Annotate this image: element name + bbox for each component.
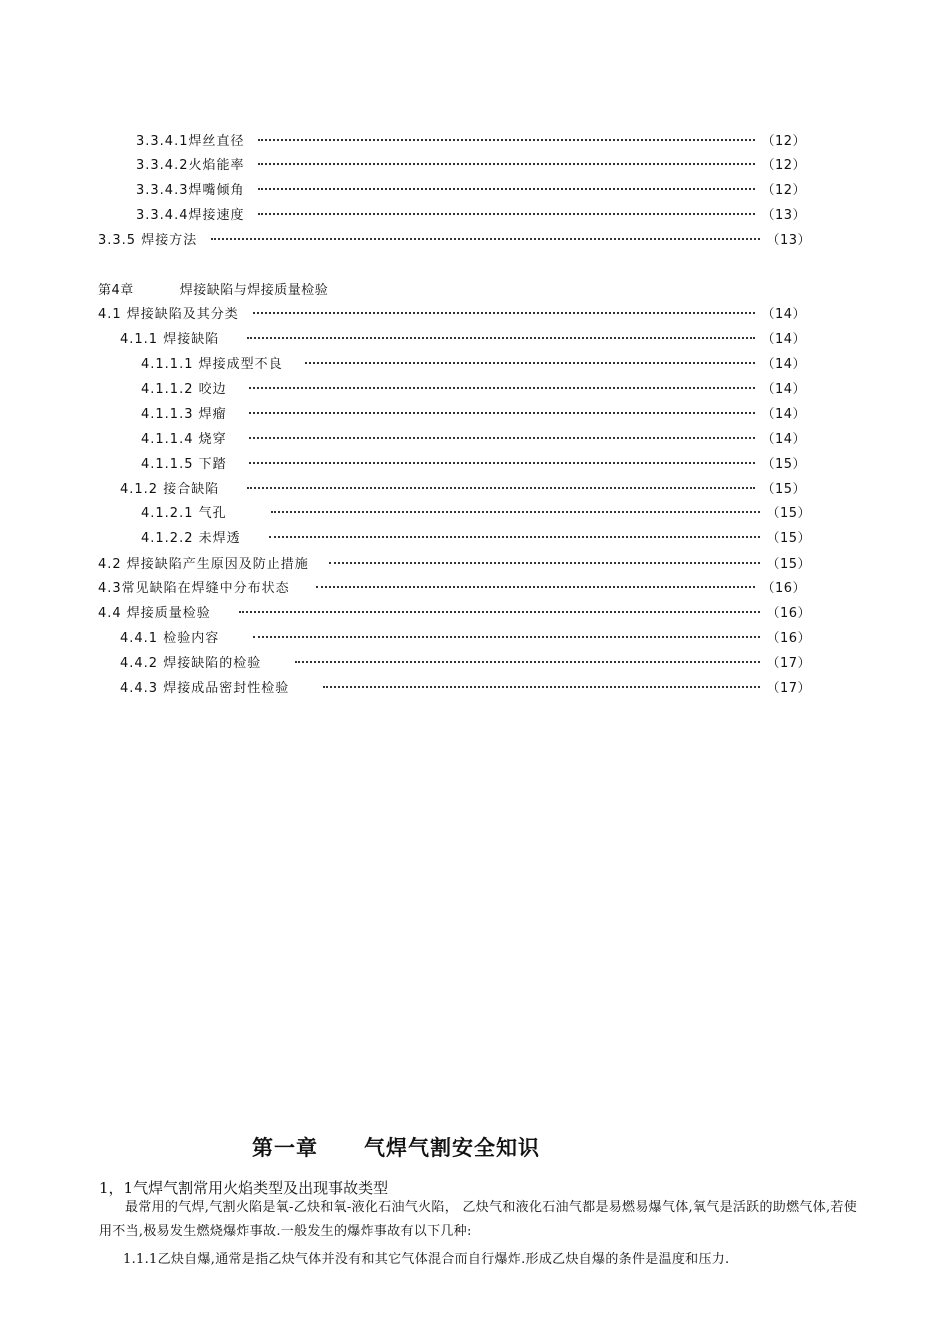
toc-row: [120, 477, 806, 497]
toc-leader: [323, 686, 760, 688]
toc-row: [98, 601, 811, 621]
toc-label: 4.3常见缺陷在焊缝中分布状态: [98, 580, 290, 596]
toc-leader: [295, 661, 760, 663]
toc-page: （14）: [761, 331, 806, 347]
toc-row: [120, 327, 806, 347]
toc-leader: [316, 586, 756, 588]
toc-label: 3.3.4.3焊嘴倾角: [136, 182, 245, 198]
subsection-text: 1.1.1乙炔自爆,通常是指乙炔气体并没有和其它气体混合而自行爆炸.形成乙炔自爆的条件是温度和压力.: [123, 1252, 730, 1267]
toc-label: 3.3.5 焊接方法: [98, 232, 198, 248]
toc-page: （12）: [761, 182, 806, 198]
toc-label: 3.3.4.2火焰能率: [136, 157, 245, 173]
toc-page: （17）: [766, 680, 811, 696]
toc-chapter-heading: [98, 279, 328, 298]
toc-page: （15）: [766, 505, 811, 521]
toc-row: [98, 228, 811, 248]
toc-leader: [258, 139, 755, 141]
toc-row: [141, 501, 811, 521]
toc-leader: [249, 387, 756, 389]
toc-leader: [249, 437, 756, 439]
chapter-title: [252, 1132, 540, 1162]
toc-page: （14）: [761, 381, 806, 397]
toc-label: 4.2 焊接缺陷产生原因及防止措施: [98, 556, 309, 572]
toc-leader: [247, 337, 755, 339]
toc-leader: [247, 487, 755, 489]
toc-row: [98, 576, 806, 596]
toc-page: （17）: [766, 655, 811, 671]
toc-page: （12）: [761, 157, 806, 173]
toc-label: 4.1.2.1 气孔: [141, 505, 227, 521]
toc-leader: [253, 312, 756, 314]
toc-label: 4.1.1.1 焊接成型不良: [141, 356, 283, 372]
toc-page: （15）: [761, 456, 806, 472]
toc-row: [120, 676, 811, 696]
toc-label: 3.3.4.4焊接速度: [136, 207, 245, 223]
toc-chapter-number: 第4章: [98, 283, 134, 298]
toc-page: （13）: [761, 207, 806, 223]
toc-row: [136, 153, 806, 173]
toc-leader: [269, 536, 761, 538]
toc-page: （16）: [766, 630, 811, 646]
toc-row: [141, 402, 806, 422]
toc-label: 4.4.2 焊接缺陷的检验: [120, 655, 262, 671]
toc-page: （16）: [766, 605, 811, 621]
toc-row: [136, 129, 806, 149]
chapter-name: 气焊气割安全知识: [364, 1136, 540, 1160]
toc-row: [141, 526, 811, 546]
toc-label: 4.1.1 焊接缺陷: [120, 331, 220, 347]
toc-label: 4.1.1.5 下踏: [141, 456, 227, 472]
chapter-number: 第一章: [252, 1136, 318, 1160]
toc-row: [141, 452, 806, 472]
toc-chapter-title: 焊接缺陷与焊接质量检验: [179, 283, 329, 298]
toc-leader: [305, 362, 756, 364]
toc-leader: [249, 462, 756, 464]
toc-page: （15）: [766, 530, 811, 546]
toc-page: （12）: [761, 133, 806, 149]
toc-label: 4.1.2 接合缺陷: [120, 481, 220, 497]
toc-label: 4.1 焊接缺陷及其分类: [98, 306, 239, 322]
toc-leader: [249, 412, 756, 414]
toc-leader: [329, 562, 761, 564]
toc-page: （14）: [761, 406, 806, 422]
toc-row: [141, 352, 806, 372]
toc-row: [136, 178, 806, 198]
toc-row: [98, 552, 811, 572]
toc-label: 4.1.2.2 未焊透: [141, 530, 241, 546]
toc-leader: [253, 636, 760, 638]
toc-leader: [211, 238, 760, 240]
toc-leader: [258, 188, 755, 190]
toc-row: [141, 427, 806, 447]
toc-row: [120, 626, 811, 646]
toc-leader: [271, 511, 761, 513]
section-title: 1，1气焊气割常用火焰类型及出现事故类型: [99, 1179, 389, 1197]
toc-page: （13）: [766, 232, 811, 248]
toc-row: [98, 302, 806, 322]
toc-page: （15）: [761, 481, 806, 497]
toc-page: （14）: [761, 306, 806, 322]
toc-leader: [258, 213, 755, 215]
toc-row: [120, 651, 811, 671]
toc-leader: [239, 611, 761, 613]
body-paragraph: 最常用的气焊,气割火陷是氧-乙炔和氧-液化石油气火陷， 乙炔气和液化石油气都是易燃易爆气体,氧气是活跃的助燃气体,若使用不当,极易发生燃烧爆炸事故.一般发生的爆炸事故有以下几种:: [99, 1200, 858, 1239]
toc-label: 4.1.1.3 焊瘤: [141, 406, 227, 422]
toc-label: 4.4.3 焊接成品密封性检验: [120, 680, 290, 696]
toc-row: [136, 203, 806, 223]
toc-page: （15）: [766, 556, 811, 572]
toc-label: 4.4.1 检验内容: [120, 630, 220, 646]
toc-label: 4.1.1.2 咬边: [141, 381, 227, 397]
toc-row: [141, 377, 806, 397]
toc-label: 4.1.1.4 烧穿: [141, 431, 227, 447]
toc-label: 3.3.4.1焊丝直径: [136, 133, 245, 149]
toc-page: （14）: [761, 356, 806, 372]
toc-leader: [258, 163, 755, 165]
toc-page: （14）: [761, 431, 806, 447]
toc-page: （16）: [761, 580, 806, 596]
toc-label: 4.4 焊接质量检验: [98, 605, 211, 621]
